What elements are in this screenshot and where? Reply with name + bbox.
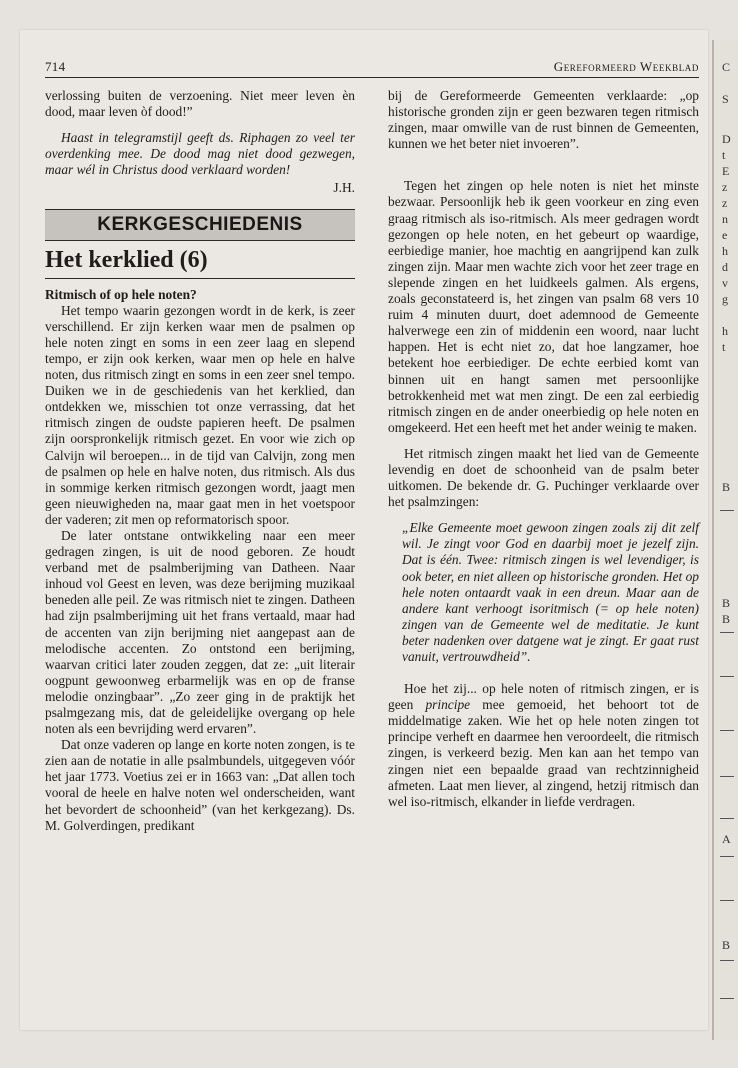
adjacent-page-fragment: t [722,340,726,354]
adjacent-page-edge [712,40,738,1040]
article-title: Het kerklied (6) [45,244,355,279]
adjacent-page-fragment: B [722,938,731,952]
article-paragraph: Dat onze vaderen op lange en korte noten zongen, is te zien aan de notatie in alle psalmbundels, uitgegeven vóór het jaar 1773. Voetius zei er in 1663 van: „Dat allen toch vooral de heele en halve noten wel onderscheiden, want het bevordert de schoonheid” (van het kerkgezang). Ds. M. Golverdingen, predikant [45,737,355,833]
editor-signature: J.H. [333,180,355,196]
adjacent-page-fragment: d [722,260,728,274]
blockquote: „Elke Gemeente moet gewoon zingen zoals zij dit zelf wil. Je zingt voor God en daarbij moet je jezelf zijn. Dat is één. Twee: ritmisch zingen is wel levendiger, is ook beter, en niet alleen op historische gronden. Het op hele noten ontaardt vaak in een dreun. Maar aan de andere kant verhoogt isoritmisch (= op hele noten) zingen van de Gemeente wel de meditatie. Je kunt beter nadenken over datgene wat je zingt. Er gaat rust vanuit, vertrouwdheid”. [402,520,699,664]
adjacent-page-rule [720,776,734,777]
adjacent-page-rule [720,510,734,511]
adjacent-page-fragment: g [722,292,728,306]
adjacent-page-rule [720,900,734,901]
article-paragraph: Tegen het zingen op hele noten is niet het minste bezwaar. Persoonlijk heb ik geen voorkeur en zing even graag ritmisch als iso-ritmisch. Als meer gedragen wordt gezongen op hele noten, en het gebeurt op waardige, eerbiedige manier, hoe machtig en aangrijpend kan zulk zingen zijn. Maar men wachte zich voor het zeer trage en slepende zingen en het luidkeels galmen. Als ergens, zoals geconstateerd is, het zingen van psalm 68 vers 10 ruim 4 minuten duurt, doet ademnood de Gemeente halverwege een zin of middenin een woord, naar lucht happen. Het is echt niet zo, dat hoe langzamer, hoe betekent hoe eerbiediger. De echte eerbied komt van binnen uit en hangt samen met persoonlijke betrokkenheid met wat men zingt. De een zal eerbiedig ritmisch zingen en de ander oneerbiedig op hele noten en omgekeerd. Het een heeft met het ander weinig te maken. [388,178,699,435]
adjacent-page-fragment: B [722,596,731,610]
adjacent-page-fragment: h [722,324,728,338]
adjacent-page-fragment: B [722,612,731,626]
article-paragraph: Het tempo waarin gezongen wordt in de kerk, is zeer verschillend. Er zijn kerken waar men de psalmen op hele noten zingt en soms in een zeer laag en slepend tempo, er zijn ook kerken, waar men op hele en halve noten, dus ritmisch zingt en soms in een zeer snel tempo. Duiken we in de geschiedenis van het kerklied, dan ontdekken we, misschien tot onze verrassing, dat het ritmisch zingen de oudste papieren heeft. De psalmen zijn oorspronkelijk ritmisch gezet. En voor wie zich op Calvijn wil beroepen... in de tijd van Calvijn, zong men de psalmen op hele en halve noten, dus ritmisch. Als dus in sommige kerken ritmisch gezongen wordt, jaagt men geen nieuwigheden na, maar gaat men in het voetspoor der vaderen; zit men op reformatorisch spoor. [45,302,355,527]
page-number: 714 [45,59,66,74]
adjacent-page-fragment: C [722,60,731,74]
adjacent-page-fragment: v [722,276,728,290]
adjacent-page-rule [720,818,734,819]
adjacent-page-fragment: A [722,832,731,846]
adjacent-page-fragment: E [722,164,730,178]
adjacent-page-rule [720,856,734,857]
adjacent-page-fragment: e [722,228,728,242]
article-paragraph: bij de Gereformeerde Gemeenten verklaarde: „op historische gronden zijn er geen bezwaren tegen ritmisch zingen, maar omwille van de rust binnen de Gemeenten, kunnen we het beter niet invoeren”. [388,88,699,152]
article-paragraph [388,681,699,810]
running-header [45,55,699,78]
paragraph-text: mee gemoeid, het behoort tot de middelmatige zaken. Wie het op hele noten zingen tot principe verheft en daarmee hen veroordeelt, die ritmisch zingen, is verkeerd bezig. Men kan aan het tempo van zingen niet een bepaalde graad van rechtzinnigheid afmeten. Laat men liever, al zingend, hetzij ritmisch dan wel iso-ritmisch, elkander in liefde verdragen. [388,697,699,809]
paragraph-text: Hoe het zij... op hele noten of ritmisch zingen, er is geen [388,681,699,713]
article-paragraph: De later ontstane ontwikkeling naar een meer gedragen zingen, is uit de nood geboren. Ze houdt verband met de psalmberijming van Datheen. Naar inhoud vol Geest en leven, was deze berijming muzikaal beneden alle peil. Ze was ritmisch niet te zingen. Datheen had zijn psalmberijming uit het frans vertaald, maar had de accenten van zijn berijming niet aangepast aan de melodische accenten. Zo ontstond een berijming, waarvan critici later zouden zeggen, dat ze: „uit literair oogpunt gewoonweg erbarmelijk was en op de franse melodie onzingbaar”. „Zo zeer ging in de praktijk het psalmgezang mis, dat de geleidelijke overgang op hele noten als een bevrijding werd ervaren”. [45,527,355,737]
right-column [388,88,699,810]
adjacent-page-fragment: D [722,132,731,146]
adjacent-page-fragment: n [722,212,728,226]
adjacent-page-fragment: B [722,480,731,494]
adjacent-page-fragment: S [722,92,729,106]
adjacent-page-fragment: t [722,148,726,162]
adjacent-page-rule [720,998,734,999]
adjacent-page-rule [720,676,734,677]
editor-note: Haast in telegramstijl geeft ds. Riphagen zo veel ter overdenking mee. De dood mag niet dood gezwegen, maar wél in Christus dood verklaard worden! [45,130,355,178]
previous-article-ending: verlossing buiten de verzoening. Niet meer leven èn dood, maar leven òf dood!” [45,88,355,120]
adjacent-page-rule [720,632,734,633]
adjacent-page-fragment: z [722,180,728,194]
adjacent-page-rule [720,730,734,731]
article-paragraph: Het ritmisch zingen maakt het lied van de Gemeente levendig en doet de schoonheid van de psalm beter uitkomen. De bekende dr. G. Puchinger verklaarde over het psalmzingen: [388,445,699,510]
section-banner: KERKGESCHIEDENIS [45,209,355,241]
adjacent-page-fragment: h [722,244,728,258]
publication-title: Gereformeerd Weekblad [553,59,699,74]
adjacent-page-fragment: z [722,196,728,210]
adjacent-page-rule [720,960,734,961]
emphasized-word: principe [425,697,471,713]
left-column [45,88,355,834]
article-subheading: Ritmisch of op hele noten? [45,286,197,302]
